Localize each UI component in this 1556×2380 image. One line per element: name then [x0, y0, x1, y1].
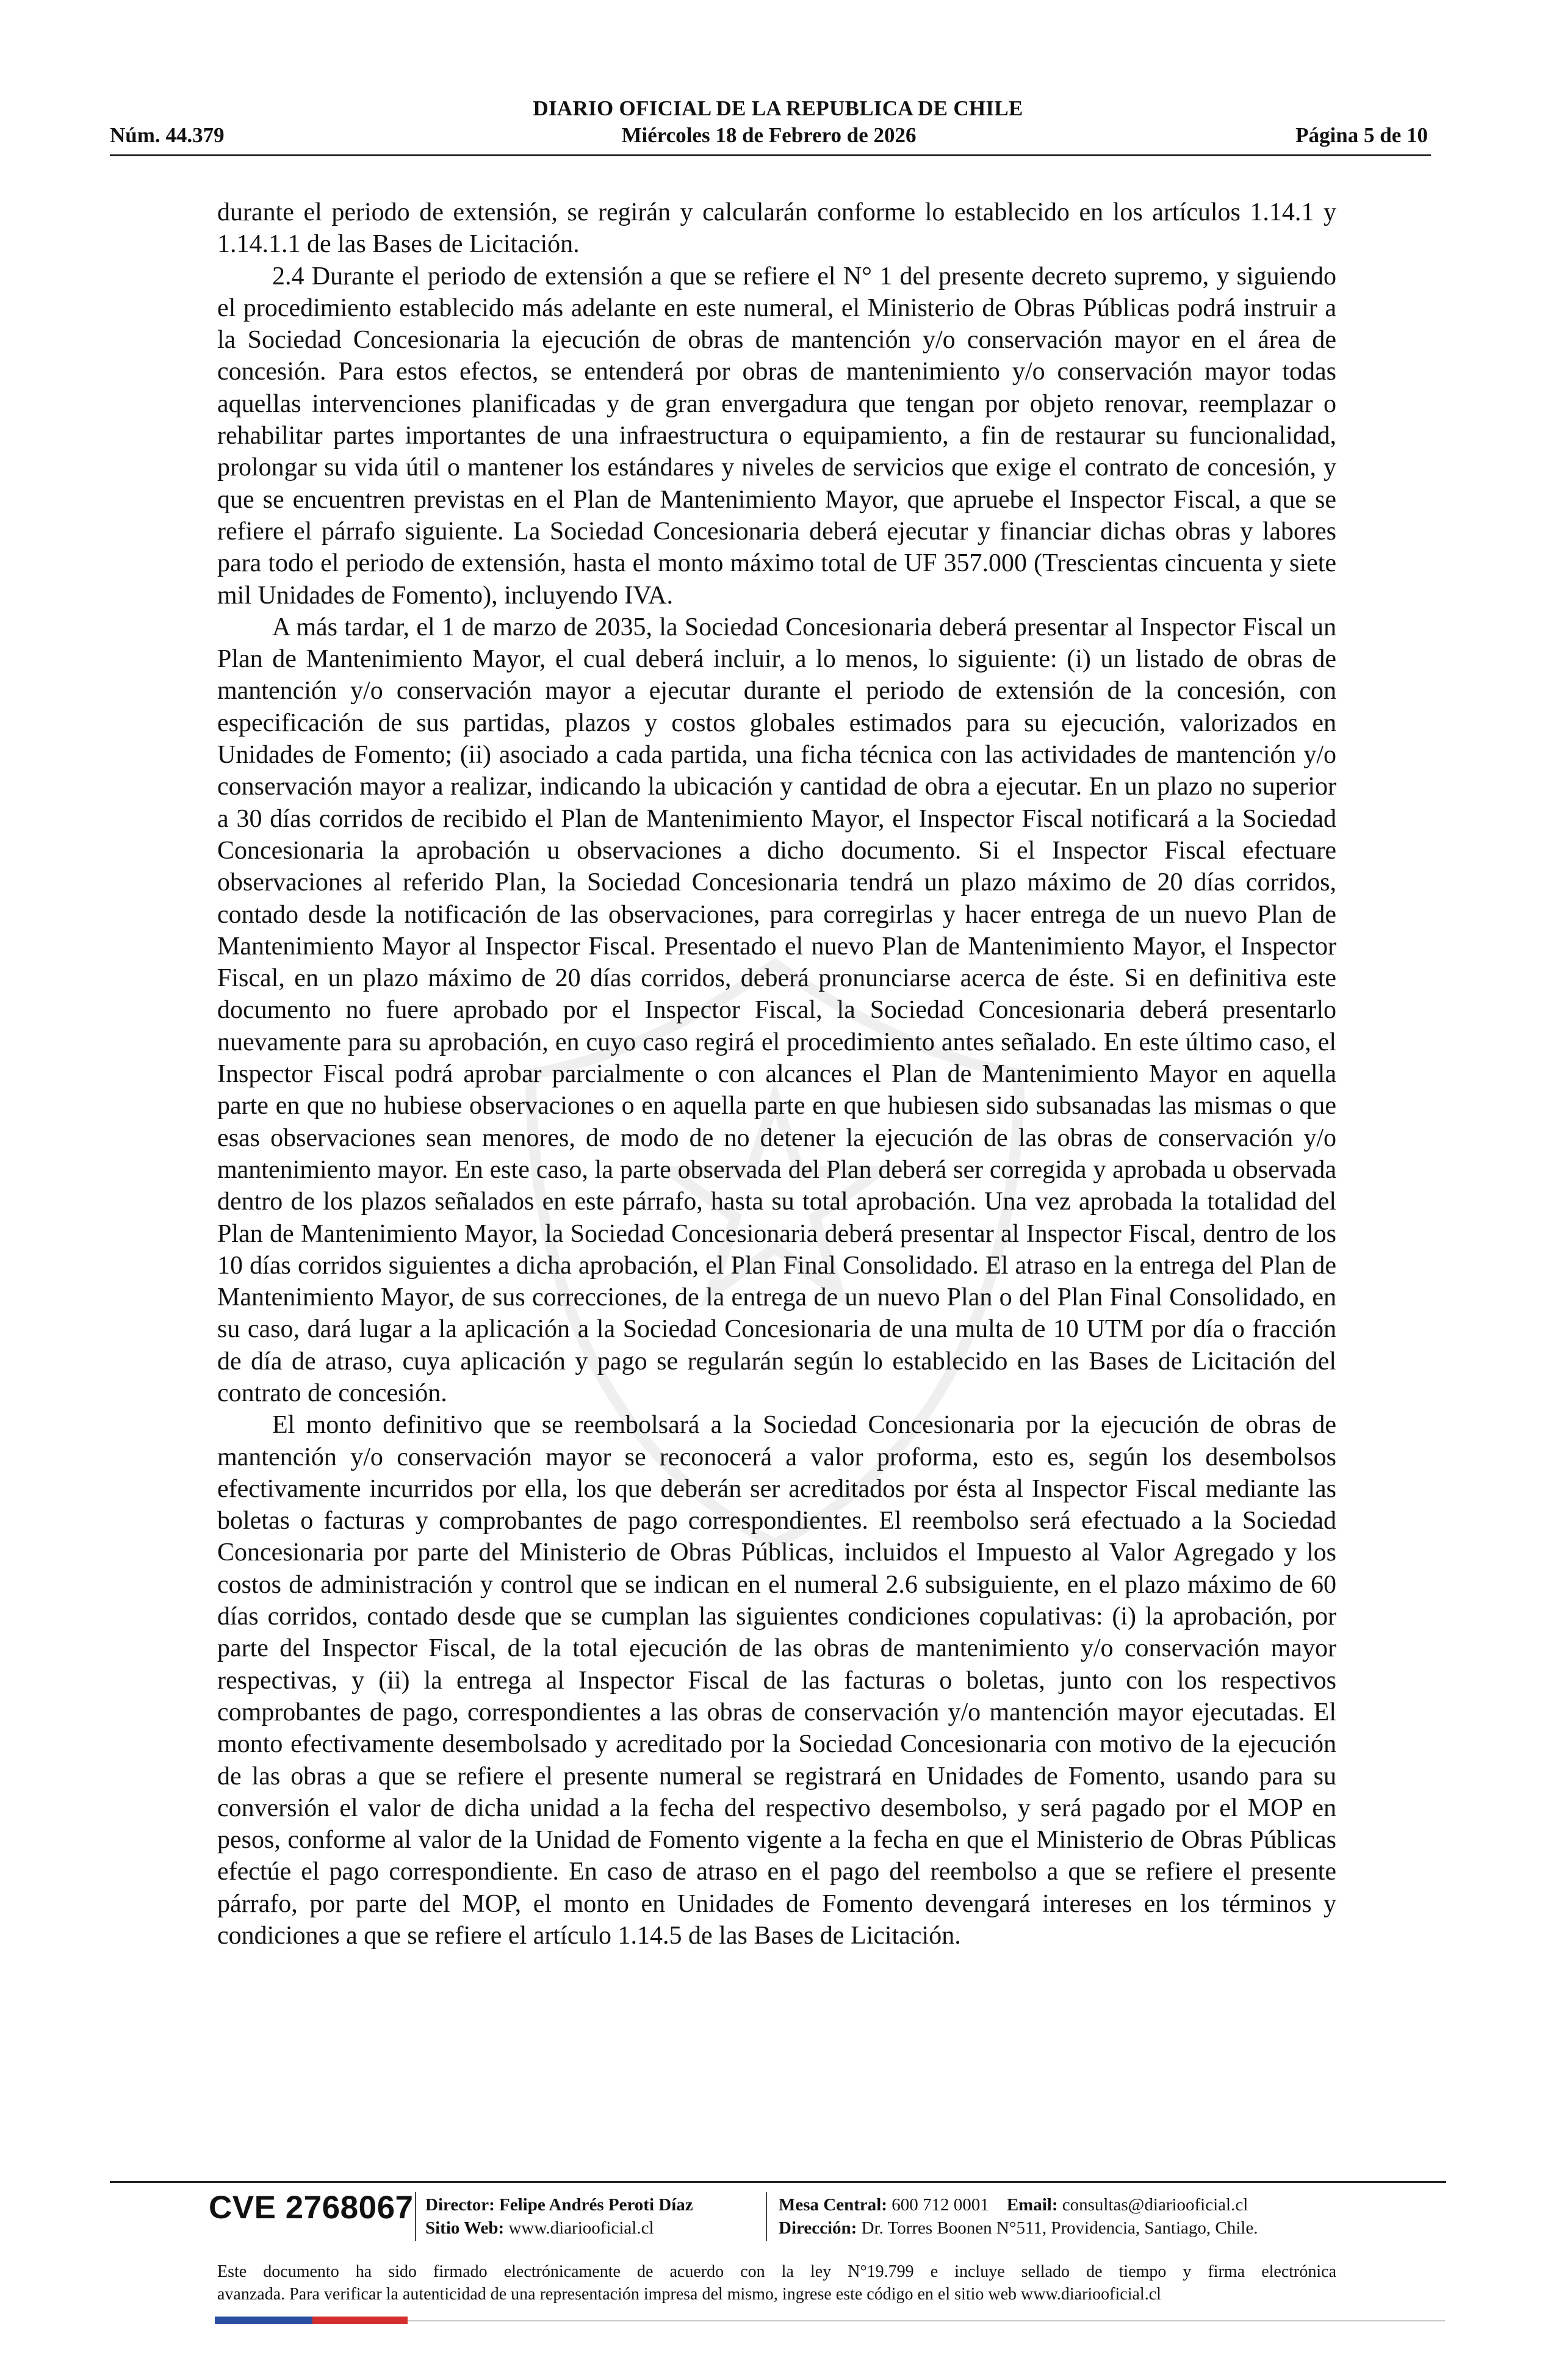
- footer-director-block: [425, 2193, 693, 2240]
- issue-date: Miércoles 18 de Febrero de 2026: [621, 123, 917, 147]
- signature-notice-line: Este documento ha sido firmado electrónicamente de acuerdo con la ley N°19.799 e incluye sellado de tiempo y firma electrónica: [217, 2262, 1336, 2281]
- website-line: [425, 2216, 693, 2240]
- signature-notice-line: avanzada. Para verificar la autenticidad de una representación impresa del mismo, ingrese este código en el sitio web www.diariooficial.cl: [217, 2285, 1161, 2304]
- email-label: Email:: [1006, 2195, 1058, 2215]
- phone-email-line: [779, 2193, 1258, 2216]
- director-label: Director:: [425, 2195, 495, 2215]
- flag-stripe-blue: [215, 2317, 312, 2324]
- footer-separator: [766, 2192, 767, 2241]
- newspaper-title: DIARIO OFICIAL DE LA REPUBLICA DE CHILE: [533, 96, 1023, 120]
- director-line: [425, 2193, 693, 2216]
- footer-contact-block: [779, 2193, 1258, 2240]
- footer-separator: [415, 2192, 416, 2241]
- issue-number: Núm. 44.379: [110, 123, 225, 147]
- cve-code: CVE 2768067: [209, 2190, 414, 2226]
- address-value: Dr. Torres Boonen N°511, Providencia, Santiago, Chile.: [861, 2218, 1258, 2238]
- paragraph: El monto definitivo que se reembolsará a la Sociedad Concesionaria por la ejecución de obras de mantención y/o conservación mayor se reconocerá a valor proforma, esto es, según los desembolsos efectivamente incurridos por ella, los que deberán ser acreditados por ésta al Inspector Fiscal mediante las boletas o facturas y comprobantes de pago correspondientes. El reembolso será efectuado a la Sociedad Concesionaria por parte del Ministerio de Obras Públicas, incluidos el Impuesto al Valor Agregado y los costos de administración y control que se indican en el numeral 2.6 subsiguiente, en el plazo máximo de 60 días corridos, contado desde que se cumplan las siguientes condiciones copulativas: (i) la aprobación, por parte del Inspector Fiscal, de la total ejecución de las obras de mantenimiento y/o conservación mayor respectivas, y (ii) la entrega al Inspector Fiscal de las facturas o boletas, junto con los respectivos comprobantes de pago, correspondientes a las obras de conservación y/o mantención mayor ejecutadas. El monto efectivamente desembolsado y acreditado por la Sociedad Concesionaria con motivo de la ejecución de las obras a que se refiere el presente numeral se registrará en Unidades de Fomento, usando para su conversión el valor de dicha unidad a la fecha del respectivo desembolso, y será pagado por el MOP en pesos, conforme al valor de la Unidad de Fomento vigente a la fecha en que el Ministerio de Obras Públicas efectúe el pago correspondiente. En caso de atraso en el pago del reembolso a que se refiere el presente párrafo, por parte del MOP, el monto en Unidades de Fomento devengará intereses en los términos y condiciones a que se refiere el artículo 1.14.5 de las Bases de Licitación.: [217, 1411, 1336, 1950]
- phone-value: 600 712 0001: [891, 2195, 989, 2215]
- footer-divider: [110, 2181, 1446, 2183]
- document-body: [217, 197, 1336, 1952]
- email-link[interactable]: consultas@diariooficial.cl: [1062, 2195, 1248, 2215]
- address-label: Dirección:: [779, 2218, 857, 2238]
- paragraph: 2.4 Durante el periodo de extensión a que se refiere el N° 1 del presente decreto supremo, y siguiendo el procedimiento establecido más adelante en este numeral, el Ministerio de Obras Públicas podrá instruir a la Sociedad Concesionaria la ejecución de obras de mantención y/o conservación mayor en el área de concesión. Para estos efectos, se entenderá por obras de mantenimiento y/o conservación mayor todas aquellas intervenciones planificadas y de gran envergadura que tengan por objeto renovar, reemplazar o rehabilitar partes importantes de una infraestructura o equipamiento, a fin de restaurar su funcionalidad, prolongar su vida útil o mantener los estándares y niveles de servicios que exige el contrato de concesión, y que se encuentren previstas en el Plan de Mantenimiento Mayor, que apruebe el Inspector Fiscal, a que se refiere el párrafo siguiente. La Sociedad Concesionaria deberá ejecutar y financiar dichas obras y labores para todo el periodo de extensión, hasta el monto máximo total de UF 357.000 (Trescientas cincuenta y siete mil Unidades de Fomento), incluyendo IVA.: [217, 262, 1336, 610]
- address-line: [779, 2216, 1258, 2240]
- header-row: [110, 123, 1428, 150]
- paragraph: durante el periodo de extensión, se regirán y calcularán conforme lo establecido en los artículos 1.14.1 y 1.14.1.1 de las Bases de Licitación.: [217, 198, 1336, 259]
- website-link[interactable]: www.diariooficial.cl: [508, 2218, 654, 2238]
- flag-stripe-red: [312, 2317, 408, 2324]
- footer-bottom-line: [408, 2320, 1445, 2321]
- website-label: Sitio Web:: [425, 2218, 505, 2238]
- header-divider: [110, 154, 1431, 156]
- phone-label: Mesa Central:: [779, 2195, 887, 2215]
- signature-notice: [217, 2260, 1336, 2306]
- director-name: Felipe Andrés Peroti Díaz: [499, 2195, 693, 2215]
- page-number: Página 5 de 10: [1295, 123, 1428, 147]
- paragraph: A más tardar, el 1 de marzo de 2035, la Sociedad Concesionaria deberá presentar al Inspector Fiscal un Plan de Mantenimiento Mayor, el cual deberá incluir, a lo menos, lo siguiente: (i) un listado de obras de mantención y/o conservación mayor a ejecutar durante el periodo de extensión de la concesión, con especificación de sus partidas, plazos y costos globales estimados para su ejecución, valorizados en Unidades de Fomento; (ii) asociado a cada partida, una ficha técnica con las actividades de mantención y/o conservación mayor a realizar, indicando la ubicación y cantidad de obra a ejecutar. En un plazo no superior a 30 días corridos de recibido el Plan de Mantenimiento Mayor, el Inspector Fiscal notificará a la Sociedad Concesionaria la aprobación u observaciones a dicho documento. Si el Inspector Fiscal efectuare observaciones al referido Plan, la Sociedad Concesionaria tendrá un plazo máximo de 20 días corridos, contado desde la notificación de las observaciones, para corregirlas y hacer entrega de un nuevo Plan de Mantenimiento Mayor al Inspector Fiscal. Presentado el nuevo Plan de Mantenimiento Mayor, el Inspector Fiscal, en un plazo máximo de 20 días corridos, deberá pronunciarse acerca de éste. Si en definitiva este documento no fuere aprobado por el Inspector Fiscal, la Sociedad Concesionaria deberá presentarlo nuevamente para su aprobación, en cuyo caso regirá el procedimiento antes señalado. En este último caso, el Inspector Fiscal podrá aprobar parcialmente o con alcances el Plan de Mantenimiento Mayor en aquella parte en que no hubiese observaciones o en aquella parte en que hubiesen sido subsanadas las mismas o que esas observaciones sean menores, de modo de no detener la ejecución de las obras de conservación y/o mantenimiento mayor. En este caso, la parte observada del Plan deberá ser corregida y aprobada u observada dentro de los plazos señalados en este párrafo, hasta su total aprobación. Una vez aprobada la totalidad del Plan de Mantenimiento Mayor, la Sociedad Concesionaria deberá presentar al Inspector Fiscal, dentro de los 10 días corridos siguientes a dicha aprobación, el Plan Final Consolidado. El atraso en la entrega del Plan de Mantenimiento Mayor, de sus correcciones, de la entrega de un nuevo Plan o del Plan Final Consolidado, en su caso, dará lugar a la aplicación a la Sociedad Concesionaria de una multa de 10 UTM por día o fracción de día de atraso, cuya aplicación y pago se regularán según lo establecido en las Bases de Licitación del contrato de concesión.: [217, 613, 1336, 1407]
